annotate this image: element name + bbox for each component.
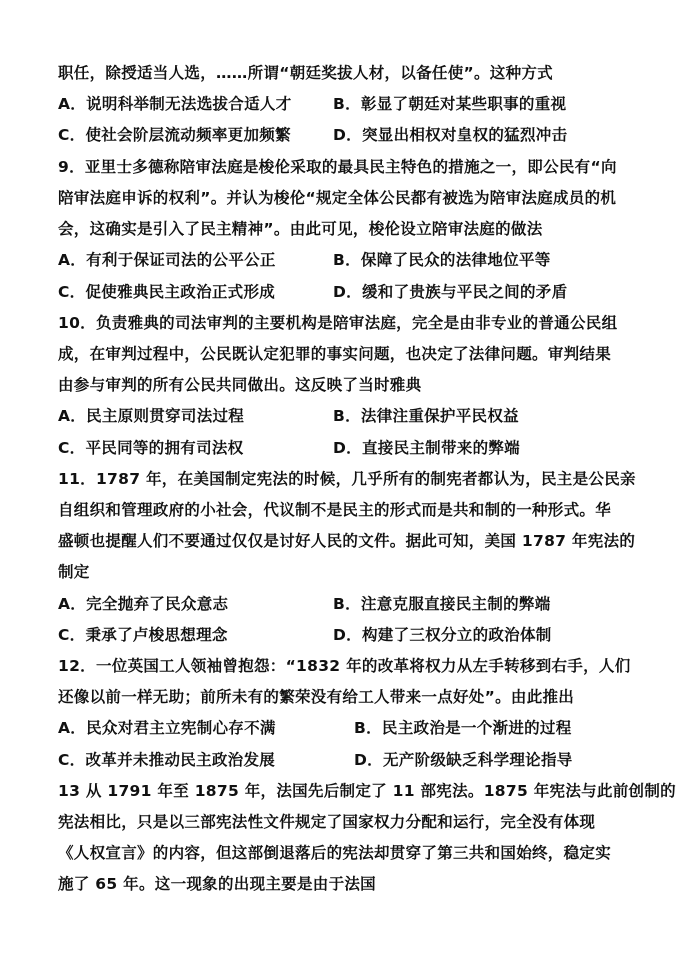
q10-option-c: C．平民同等的拥有司法权 bbox=[58, 439, 244, 457]
q10-option-d: D．直接民主制带来的弊端 bbox=[333, 439, 520, 457]
q10-stem-line-1: 10．负责雅典的司法审判的主要机构是陪审法庭，完全是由非专业的普通公民组 bbox=[58, 314, 618, 332]
q9-option-c: C．促使雅典民主政治正式形成 bbox=[58, 283, 276, 301]
q10-stem-line-3: 由参与审判的所有公民共同做出。这反映了当时雅典 bbox=[58, 376, 422, 394]
q11-option-a: A．完全抛弃了民众意志 bbox=[58, 595, 229, 613]
q9-stem-line-3: 会，这确实是引入了民主精神”。由此可见，梭伦设立陪审法庭的做法 bbox=[58, 220, 543, 238]
q9-option-a: A．有利于保证司法的公平公正 bbox=[58, 251, 276, 269]
q10-option-a: A．民主原则贯穿司法过程 bbox=[58, 407, 245, 425]
q10-option-b: B．法律注重保护平民权益 bbox=[333, 407, 519, 425]
q11-stem-line-1: 11．1787 年，在美国制定宪法的时候，几乎所有的制宪者都认为，民主是公民亲 bbox=[58, 470, 636, 488]
q9-option-b: B．保障了民众的法律地位平等 bbox=[333, 251, 551, 269]
q12-option-b: B．民主政治是一个渐进的过程 bbox=[354, 719, 572, 737]
q12-stem-line-1: 12．一位英国工人领袖曾抱怨：“1832 年的改革将权力从左手转移到右手，人们 bbox=[58, 657, 631, 675]
q11-option-b: B．注意克服直接民主制的弊端 bbox=[333, 595, 551, 613]
q11-option-c: C．秉承了卢梭思想理念 bbox=[58, 626, 228, 644]
q8-option-c: C．使社会阶层流动频率更加频繁 bbox=[58, 126, 291, 144]
q13-stem-line-2: 宪法相比，只是以三部宪法性文件规定了国家权力分配和运行，完全没有体现 bbox=[58, 813, 596, 831]
q11-option-d: D．构建了三权分立的政治体制 bbox=[333, 626, 552, 644]
q9-option-d: D．缓和了贵族与平民之间的矛盾 bbox=[333, 283, 568, 301]
q13-stem-line-3: 《人权宣言》的内容，但这部倒退落后的宪法却贯穿了第三共和国始终，稳定实 bbox=[58, 844, 612, 862]
q9-stem-line-1: 9．亚里士多德称陪审法庭是梭伦采取的最具民主特色的措施之一，即公民有“向 bbox=[58, 158, 617, 176]
q8-option-a: A．说明科举制无法选拔合适人才 bbox=[58, 95, 292, 113]
q8-stem-tail: 职任，除授适当人选，……所谓“朝廷奖拔人材，以备任使”。这种方式 bbox=[58, 64, 553, 82]
q13-stem-line-4: 施了 65 年。这一现象的出现主要是由于法国 bbox=[58, 875, 376, 893]
q11-stem-line-2: 自组织和管理政府的小社会，代议制不是民主的形式而是共和制的一种形式。华 bbox=[58, 501, 612, 519]
q12-option-c: C．改革并未推动民主政治发展 bbox=[58, 751, 276, 769]
q8-option-d: D．突显出相权对皇权的猛烈冲击 bbox=[333, 126, 568, 144]
q8-option-b: B．彰显了朝廷对某些职事的重视 bbox=[333, 95, 567, 113]
q12-option-a: A．民众对君主立宪制心存不满 bbox=[58, 719, 276, 737]
q12-stem-line-2: 还像以前一样无助；前所未有的繁荣没有给工人带来一点好处”。由此推出 bbox=[58, 688, 575, 706]
q10-stem-line-2: 成，在审判过程中，公民既认定犯罪的事实问题，也决定了法律问题。审判结果 bbox=[58, 345, 612, 363]
q11-stem-line-4: 制定 bbox=[58, 563, 90, 581]
q12-option-d: D．无产阶级缺乏科学理论指导 bbox=[354, 751, 573, 769]
q9-stem-line-2: 陪审法庭申诉的权利”。并认为梭伦“规定全体公民都有被选为陪审法庭成员的机 bbox=[58, 189, 617, 207]
q13-stem-line-1: 13 从 1791 年至 1875 年，法国先后制定了 11 部宪法。1875 年宪法与此前创制的 bbox=[58, 782, 676, 800]
q11-stem-line-3: 盛顿也提醒人们不要通过仅仅是讨好人民的文件。据此可知，美国 1787 年宪法的 bbox=[58, 532, 636, 550]
